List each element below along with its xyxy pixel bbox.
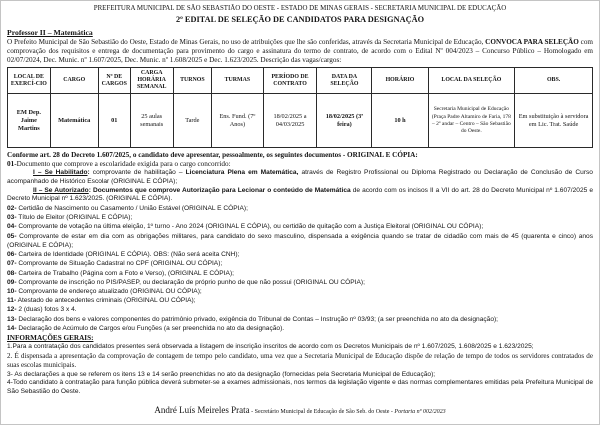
doc-item-09 <box>7 278 593 287</box>
doc-item-02-number: 02- <box>7 205 17 213</box>
doc-item-01-text: Documento que comprove a escolaridade exigida para o cargo concorrido: <box>16 160 231 169</box>
doc-item-14-number: 14- <box>7 324 17 332</box>
doc-item-05-number: 05- <box>7 232 17 240</box>
document-title: 2º EDITAL DE SELEÇÃO DE CANDIDATOS PARA DESIGNAÇÃO <box>175 14 425 24</box>
doc-item-07 <box>7 259 593 268</box>
doc-item-12 <box>7 305 593 314</box>
doc-item-11 <box>7 296 593 305</box>
doc-item-01 <box>7 160 593 169</box>
autorizado-bold-1: Documentos que comprove Autorização para Lecionar o conteúdo de Matemática <box>92 186 351 194</box>
doc-subitem-autorizado <box>7 187 593 204</box>
habilitado-text-2: através de Registro Profissional ou Diploma Registrado ou Declaração de Conclusão de Curso acompanhado de Histórico Escolar (ORIGINAL E CÓPIA); <box>7 169 593 185</box>
doc-item-12-text: 2 (duas) fotos 3 x 4. <box>16 306 77 314</box>
doc-item-03-number: 03- <box>7 214 17 222</box>
cell-carga-horaria: 25 aulas semanais <box>130 94 173 148</box>
intro-text-1: O Prefeito Municipal de São Sebastião do Oeste, Estado de Minas Gerais, no uso de atribuições que lhe são conferidas, através da Secretaria Municipal de Educação, <box>7 37 486 46</box>
col-header-carga-horaria: CARGA HORÁRIA SEMANAL <box>130 68 173 94</box>
documents-heading: Conforme art. 28 do Decreto 1.607/2025, o candidato deve apresentar, pessoalmente, os seguintes documentos - ORIGINAL E CÓPIA: <box>7 151 418 160</box>
habilitado-text-1: comprovante de habilitação – <box>92 169 186 177</box>
table-row <box>8 94 593 148</box>
doc-item-07-number: 07- <box>7 260 17 268</box>
cell-periodo: 18/02/2025 a 04/03/2025 <box>263 94 317 148</box>
col-header-local-selecao: LOCAL DA SELEÇÃO <box>428 68 515 94</box>
doc-item-08 <box>7 269 593 278</box>
info-item-4-text: Todo candidato à contratação para função pública deverá submeter-se a exames admissionais, nos termos da legislação vigente e das normas complementares emitidas pela Prefeitura Municipal de São Sebastião do Oeste. <box>7 379 593 396</box>
doc-item-09-number: 09- <box>7 278 17 286</box>
cell-n-cargos: 01 <box>98 94 130 148</box>
doc-item-08-number: 08- <box>7 269 17 277</box>
cell-turnos: Tarde <box>173 94 212 148</box>
doc-item-12-number: 12- <box>7 306 17 314</box>
cell-turmas: Ens. Fund. (7º Anos) <box>212 94 263 148</box>
info-item-2-text: É dispensada a apresentação da comprovação de contagem de tempo pelo candidato, uma vez que a Secretaria Municipal de Educação dispõe de relação de tempo de todos os servidores contratados de suas escolas municipais. <box>7 352 593 370</box>
signature-role: Secretário Municipal de Educação de São Seb. do Oeste - <box>254 409 395 416</box>
doc-item-05 <box>7 232 593 250</box>
autorizado-text-1: de acordo com os incisos II a VII do art. 28 do Decreto Municipal nº 1.607/2025 e Decreto Municipal nº 1.623/2025. (ORIGINAL E CÓPIA). <box>7 186 593 203</box>
col-header-cargo: CARGO <box>50 68 98 94</box>
doc-item-04-number: 04- <box>7 223 17 231</box>
info-item-3-number: 3- <box>7 370 13 378</box>
doc-item-02 <box>7 204 593 213</box>
vagas-table <box>7 67 593 148</box>
doc-item-06 <box>7 250 593 259</box>
doc-item-03-text: Título de Eleitor (ORIGINAL E CÓPIA); <box>16 214 133 222</box>
col-header-obs: OBS. <box>515 68 593 94</box>
table-header-row <box>8 68 593 94</box>
info-item-4-number: 4- <box>7 379 13 387</box>
doc-item-09-text: Comprovante de inscrição no PIS/PASEP, ou declaração de próprio punho de que não possui (ORIGINAL OU CÓPIA); <box>16 278 365 286</box>
doc-item-14 <box>7 324 593 333</box>
doc-item-02-text: Certidão de Nascimento ou Casamento / União Estável (ORIGINAL E CÓPIA); <box>16 205 248 213</box>
doc-subitem-habilitado <box>7 169 593 186</box>
autorizado-label: II – Se Autorizado <box>33 186 89 194</box>
col-header-turnos: TURNOS <box>173 68 212 94</box>
doc-item-11-number: 11- <box>7 297 17 305</box>
col-header-periodo: PERÍODO DE CONTRATO <box>263 68 317 94</box>
intro-text-2: com comprovação dos requisitos e entrega de documentação para provimento do cargo e assinatura do termo de contrato, de acordo com o Edital Nº 004/2023 – Concurso Público – Homologado em 02/07/2024, Dec. Munic. nº 1.607/2025, Dec. Munic. nº 1.608/2025 e Dec. 1.623/2025. Descrição das vagas/cargos: <box>7 37 594 65</box>
info-item-3 <box>7 371 593 380</box>
col-header-horario: HORÁRIO <box>372 68 428 94</box>
info-item-1 <box>7 343 593 352</box>
doc-item-08-text: Carteira de Trabalho (Página com a Foto e Verso), (ORIGINAL E CÓPIA); <box>16 269 234 277</box>
info-item-3-text: As declarações a que se referem os itens 13 e 14 serão preenchidas no ato da designação (fornecidas pela Secretaria Municipal de Educação); <box>12 370 436 378</box>
intro-convoca-bold: CONVOCA PARA SELEÇÃO <box>485 37 579 46</box>
info-item-1-text: Para a contratação dos candidatos presentes será observada a listagem de inscrição inscritos de acordo com os Decretos Municipais de nº 1.607/2025, 1.608/2025 e 1.623/2025; <box>12 343 534 351</box>
doc-item-11-text: Atestado de antecedentes criminais (ORIGINAL OU CÓPIA); <box>16 297 196 305</box>
signature-portaria: Portaria nº 002/2023 <box>394 409 446 416</box>
signature-separator: - <box>249 409 255 416</box>
doc-item-10-text: Comprovante de endereço atualizado (ORIGINAL OU CÓPIA); <box>16 288 202 296</box>
doc-item-05-text: Comprovante de estar em dia com as obrigações militares, para candidato do sexo masculino, dispensada a exigência quando se tratar de cidadão com mais de 45 (quarenta e cinco) anos (ORIGINAL E CÓPIA); <box>7 232 593 249</box>
info-item-2 <box>7 352 593 370</box>
document-header-line: PREFEITURA MUNICIPAL DE SÃO SEBASTIÃO DO OESTE - ESTADO DE MINAS GERAIS - SECRETARIA MUNICIPAL DE EDUCAÇÃO <box>93 5 507 12</box>
autorizado-colon: : <box>88 186 93 194</box>
habilitado-bold-1: Licenciatura Plena em Matemática, <box>185 169 299 177</box>
doc-item-04-text: Comprovante de votação na última eleição, 1º turno - Ano 2024 (ORIGINAL E CÓPIA), ou certidão de quitação com a Justiça Eleitoral (ORIGINAL OU CÓPIA); <box>16 223 484 231</box>
signature-name: André Luís Meireles Prata <box>154 405 250 416</box>
cell-cargo: Matemática <box>50 94 98 148</box>
doc-item-07-text: Comprovante de Situação Cadastral no CPF (ORIGINAL OU CÓPIA); <box>16 260 223 268</box>
cell-local-exercicio: EM Dep. Jaime Martins <box>8 94 51 148</box>
cell-data-selecao: 18/02/2025 (3ª feira) <box>317 94 372 148</box>
info-item-2-number: 2. <box>7 352 13 361</box>
doc-item-06-text: Carteira de Identidade (ORIGINAL E CÓPIA). OBS: (Não será aceita CNH); <box>16 251 240 259</box>
cell-local-selecao: Secretaria Municipal de Educação (Praça Padre Altamiro de Faria, 178 – 2º andar – Centro – São Sebastião do Oeste. <box>428 94 515 148</box>
doc-item-01-number: 01- <box>7 160 17 169</box>
habilitado-colon: : <box>87 169 93 177</box>
col-header-turmas: TURMAS <box>212 68 263 94</box>
doc-item-06-number: 06- <box>7 251 17 259</box>
info-item-1-number: 1. <box>7 343 13 351</box>
general-info-heading: INFORMAÇÕES GERAIS: <box>7 334 94 343</box>
doc-item-13 <box>7 315 593 324</box>
col-header-data-selecao: DATA DA SELEÇÃO <box>317 68 372 94</box>
cell-obs: Em substituição à servidora em Lic. Trat. Saúde <box>515 94 593 148</box>
doc-item-13-text: Declaração dos bens e valores componentes do patrimônio privado, exigência do Tribunal de Contas – Instrução nº 03/93; (a ser preenchida no ato da designação); <box>16 315 499 323</box>
col-header-n-cargos: Nº DE CARGOS <box>98 68 130 94</box>
doc-item-03 <box>7 213 593 222</box>
doc-item-10-number: 10- <box>7 288 17 296</box>
cell-horario: 10 h <box>372 94 428 148</box>
doc-item-04 <box>7 222 593 231</box>
doc-item-10 <box>7 287 593 296</box>
habilitado-label: I – Se Habilitado <box>33 169 88 177</box>
intro-paragraph <box>7 38 593 66</box>
doc-item-14-text: Declaração de Acúmulo de Cargos e/ou Funções (a ser preenchida no ato da designação). <box>16 324 285 332</box>
section-title: Professor II – Matemática <box>7 27 93 37</box>
info-item-4 <box>7 379 593 397</box>
col-header-local-exercicio: LOCAL DE EXERCÍ-CIO <box>8 68 51 94</box>
doc-item-13-number: 13- <box>7 315 17 323</box>
signature-line <box>7 400 593 418</box>
